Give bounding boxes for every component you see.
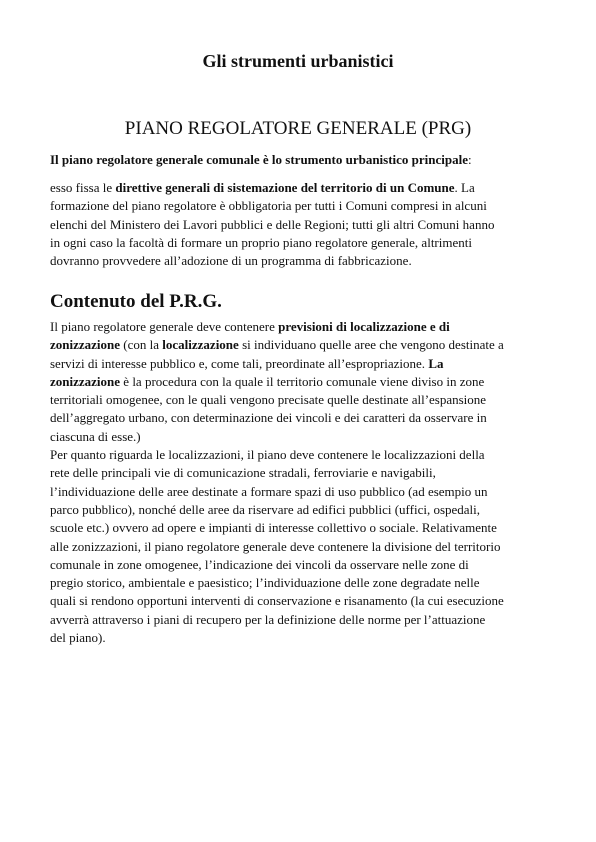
text-line bbox=[50, 336, 545, 354]
text-line: quali si rendono opportuni interventi di conservazione e risanamento (la cui esecuzione bbox=[50, 593, 504, 609]
text-run: Il piano regolatore generale deve contenere bbox=[50, 319, 279, 334]
text-line: del piano). bbox=[50, 630, 106, 646]
text-line: in ogni caso la facoltà di formare un proprio piano regolatore generale, altrimenti bbox=[50, 234, 472, 250]
text-line: elenchi del Ministero dei Lavori pubblici e delle Regioni; tutti gli altri Comuni hanno bbox=[50, 216, 495, 232]
text-line: dell’aggregato urbano, con determinazione dei vincoli e dei caratteri da osservare in bbox=[50, 410, 487, 426]
text-line: scuole etc.) ovvero ad opere e impianti di interesse collettivo o sociale. Relativamente bbox=[50, 520, 497, 536]
bold-text-run: zonizzazione bbox=[50, 337, 121, 353]
text-line bbox=[50, 373, 545, 391]
page-title: Gli strumenti urbanistici bbox=[202, 51, 394, 71]
text-line: pregio storico, ambientale e paesistico; l’individuazione delle zone degradate nelle bbox=[50, 575, 480, 591]
bold-text-run: La bbox=[428, 355, 444, 371]
bold-text-run: zonizzazione bbox=[50, 373, 121, 389]
text-line: comunale in zone omogenee, l’indicazione dei vincoli da osservare nelle zone di bbox=[50, 556, 469, 572]
text-line: parco pubblico), nonché delle aree da riservare ad edifici pubblici (uffici, ospedali, bbox=[50, 501, 481, 517]
text-line: alle zonizzazioni, il piano regolatore generale deve contenere la divisione del territorio bbox=[50, 538, 501, 554]
intro-colon: : bbox=[468, 152, 472, 167]
paragraph-prg-content bbox=[50, 318, 545, 647]
text-line: avverrà attraverso i piani di recupero per la definizione delle norme per l’attuazione bbox=[50, 611, 486, 627]
text-line: l’individuazione delle aree destinate a formare spazi di uso pubblico (ad esempio un bbox=[50, 483, 488, 499]
intro-statement bbox=[50, 151, 472, 169]
bold-text-run: direttive generali di sistemazione del territorio di un Comune bbox=[115, 180, 455, 195]
bold-text-run: localizzazione bbox=[162, 337, 239, 353]
text-line bbox=[50, 179, 545, 197]
text-run: esso fissa le bbox=[50, 180, 116, 195]
paragraph-prg-definition bbox=[50, 179, 545, 270]
text-line: Per quanto riguarda le localizzazioni, il piano deve contenere le localizzazioni della bbox=[50, 447, 485, 463]
text-line: dovranno provvedere all’adozione di un programma di fabbricazione. bbox=[50, 253, 412, 269]
intro-bold-text: Il piano regolatore generale comunale è lo strumento urbanistico principale bbox=[50, 152, 469, 167]
text-line bbox=[50, 355, 545, 373]
text-line bbox=[50, 318, 545, 336]
text-run: si individuano quelle aree che vengono destinate a bbox=[238, 337, 504, 353]
text-run: è la procedura con la quale il territorio comunale viene diviso in zone bbox=[120, 373, 485, 389]
text-line: formazione del piano regolatore è obbligatoria per tutti i Comuni compresi in alcuni bbox=[50, 198, 487, 214]
text-line: rete delle principali vie di comunicazione stradali, ferroviarie e navigabili, bbox=[50, 465, 436, 481]
text-line: ciascuna di esse.) bbox=[50, 428, 141, 444]
text-run: servizi di interesse pubblico e, come tali, preordinate all’espropriazione. bbox=[50, 355, 429, 371]
text-run: (con la bbox=[120, 337, 163, 353]
main-heading: PIANO REGOLATORE GENERALE (PRG) bbox=[124, 118, 472, 139]
text-line: territoriali omogenee, con le quali vengono precisate quelle destinate all’espansione bbox=[50, 392, 487, 408]
section-title: Contenuto del P.R.G. bbox=[50, 291, 222, 312]
text-run: . La bbox=[454, 180, 475, 195]
bold-text-run: previsioni di localizzazione e di bbox=[278, 319, 450, 334]
